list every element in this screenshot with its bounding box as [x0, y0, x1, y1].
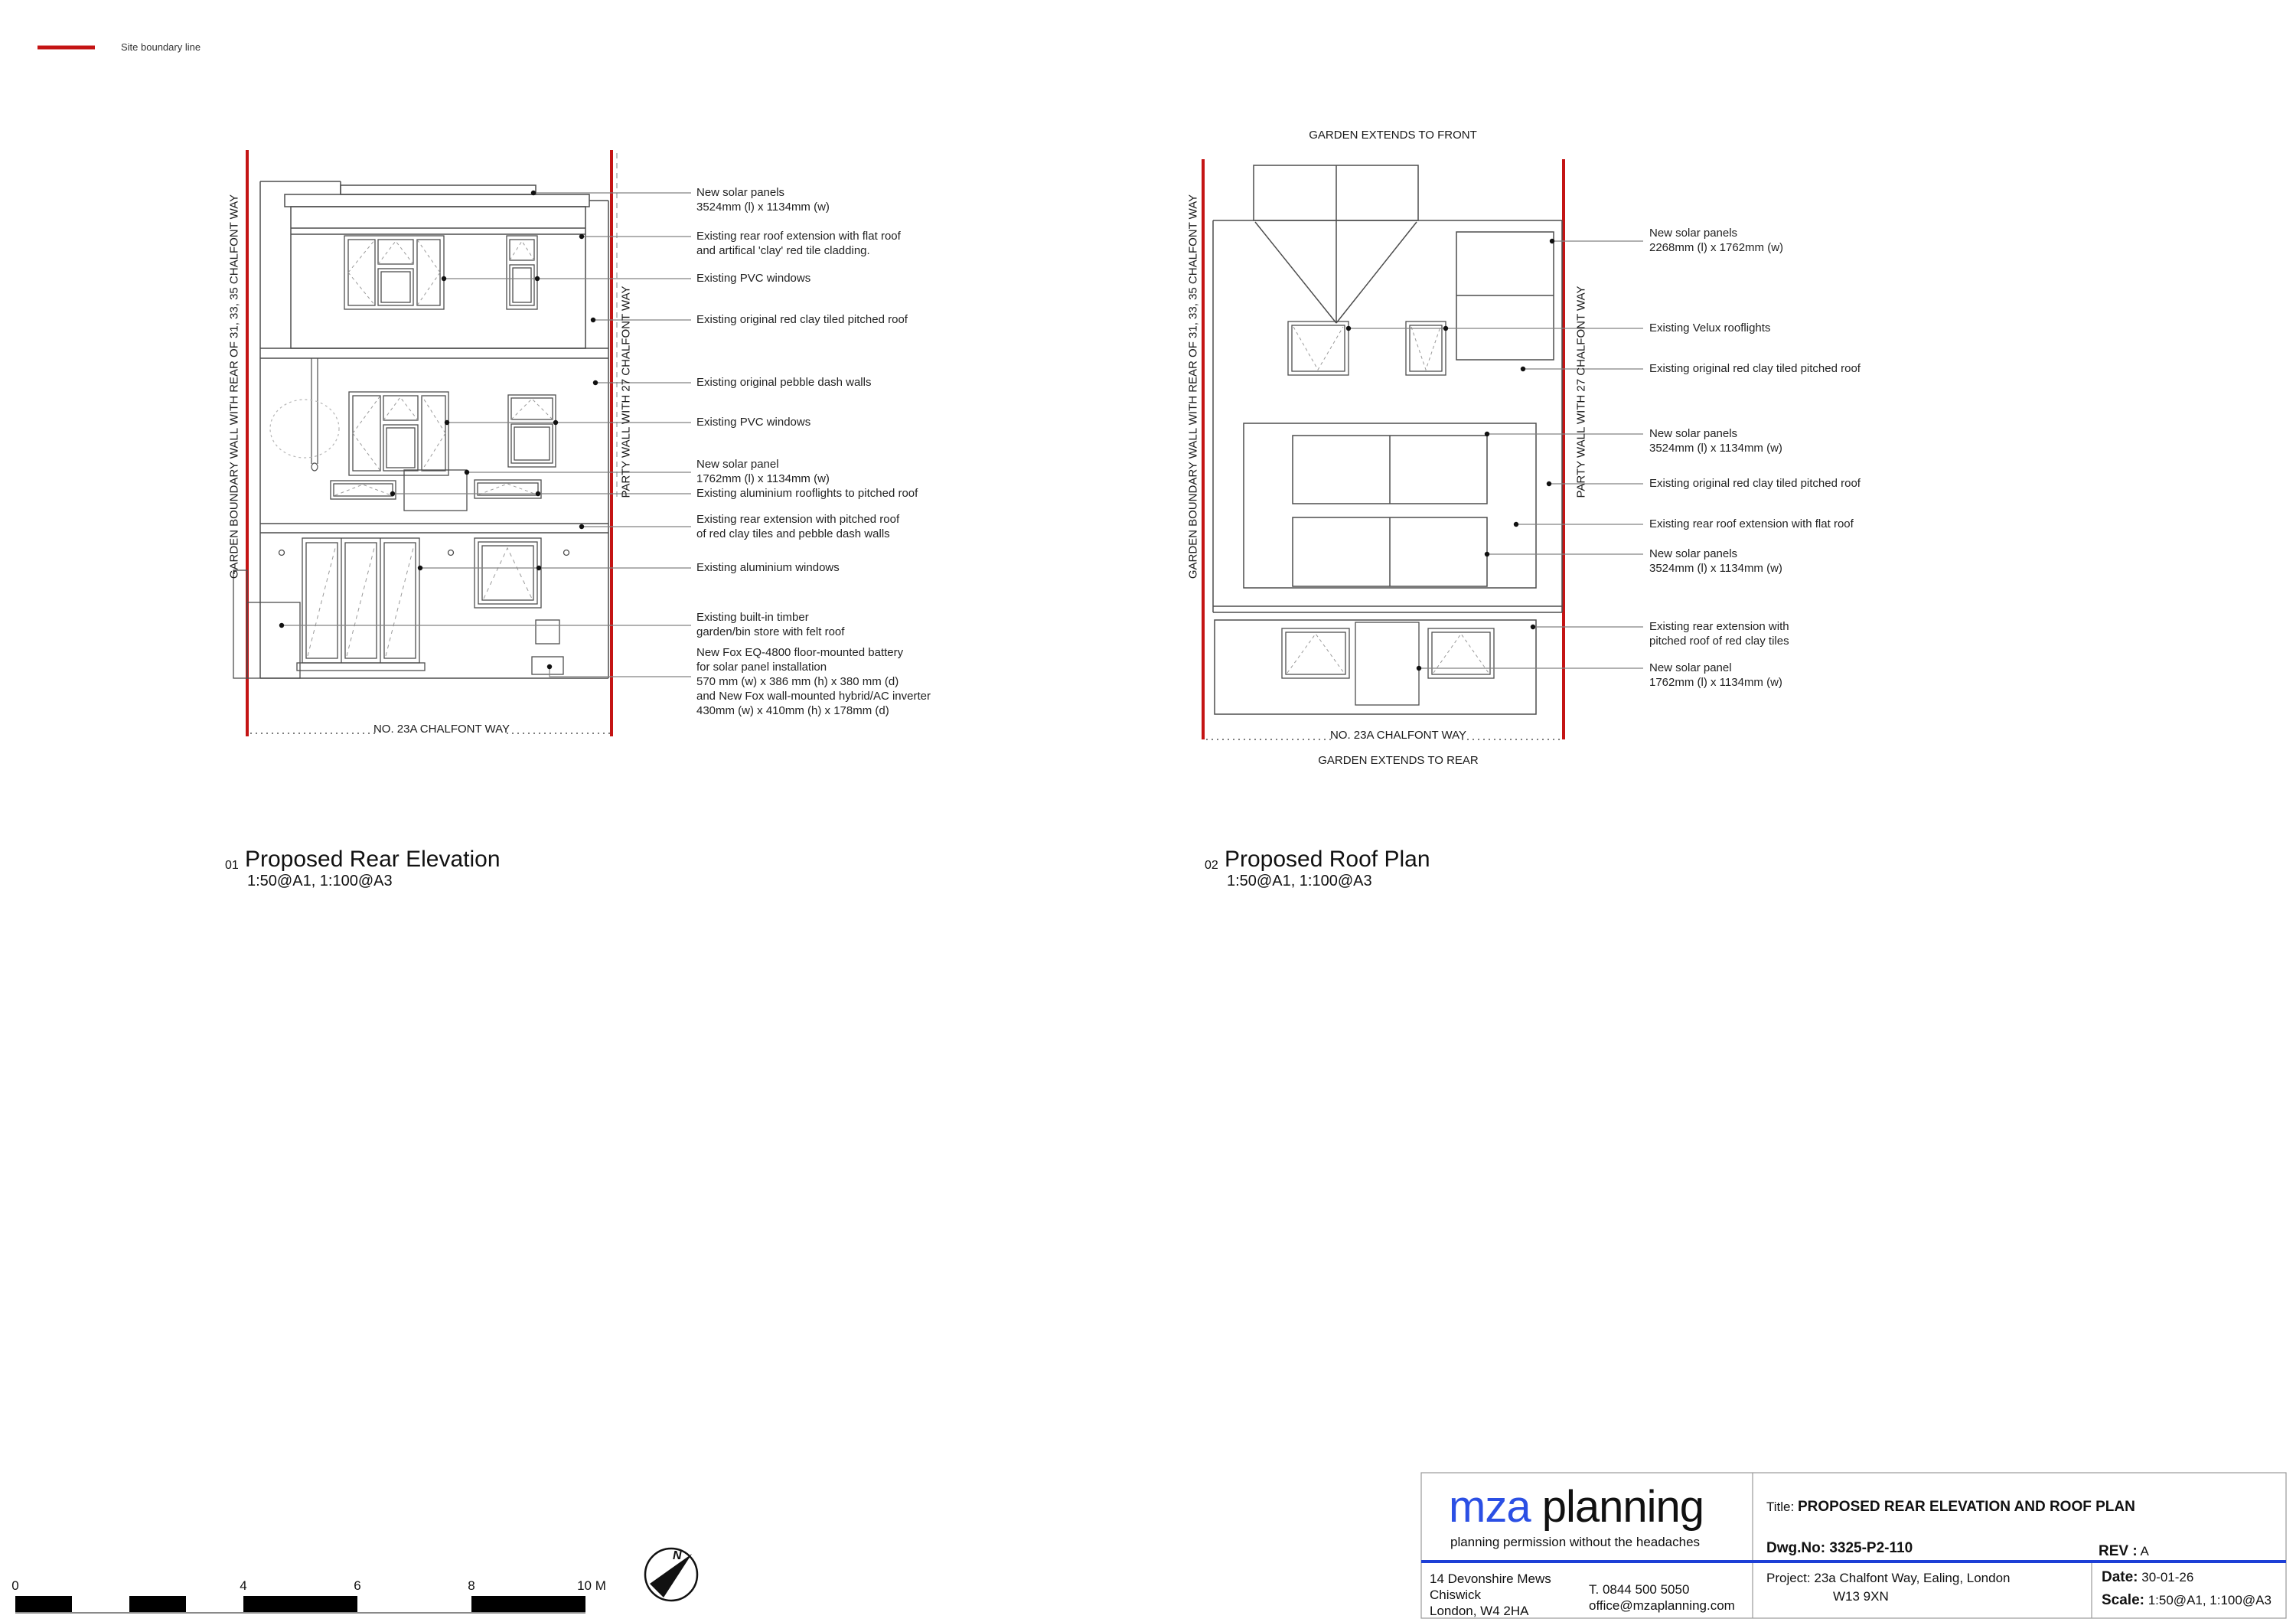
revision-row: REV : A [2099, 1543, 2149, 1559]
scale-bar-tick-label: 6 [354, 1578, 361, 1593]
company-contact [1589, 1581, 1735, 1614]
annotation-label: Existing rear roof extension with flat roof and artifical 'clay' red tile cladding. [696, 230, 901, 257]
logo-planning: planning [1541, 1482, 1704, 1532]
annotation-label: New solar panels 2268mm (l) x 1762mm (w) [1649, 227, 1784, 254]
annotation-label: New solar panels 3524mm (l) x 1134mm (w) [1649, 427, 1782, 455]
elevation-title: Proposed Rear Elevation [245, 847, 501, 872]
annotation-label: Existing PVC windows [696, 416, 811, 429]
project-line2: W13 9XN [1833, 1589, 1889, 1604]
elevation-number: 01 [225, 859, 239, 872]
elevation-right-wall-label: PARTY WALL WITH 27 CHALFONT WAY [619, 286, 633, 498]
roofplan-garden-front-label: GARDEN EXTENDS TO FRONT [1309, 129, 1477, 142]
roofplan-right-wall-label: PARTY WALL WITH 27 CHALFONT WAY [1574, 286, 1588, 498]
annotation-label: New solar panels 3524mm (l) x 1134mm (w) [1649, 547, 1782, 575]
annotation-label: Existing original pebble dash walls [696, 376, 872, 389]
date-value: 30-01-26 [2141, 1570, 2194, 1584]
annotation-label: Existing rear roof extension with flat roof [1649, 517, 1854, 530]
project-line1: 23a Chalfont Way, Ealing, London [1814, 1571, 2011, 1585]
drawing-number-row [1766, 1540, 1913, 1557]
sheet-title-row: Title: PROPOSED REAR ELEVATION AND ROOF PLAN [1766, 1499, 2135, 1515]
elevation-address-label: NO. 23A CHALFONT WAY [373, 723, 510, 736]
company-tagline: planning permission without the headaches [1450, 1535, 1701, 1549]
annotation-label: New solar panel 1762mm (l) x 1134mm (w) [696, 458, 830, 485]
date-row: Date: 30-01-26 [2102, 1569, 2194, 1585]
annotation-label: New Fox EQ-4800 floor-mounted battery for solar panel installation 570 mm (w) x 386 mm (h) x 380 mm (d) and New Fox wall-mounted hybrid/AC inverter 430mm (w) x 410mm (h) x 178mm (d) [696, 646, 931, 717]
roofplan-number: 02 [1205, 859, 1218, 872]
dwg-no: Dwg.No: 3325-P2-110 [1766, 1540, 1913, 1556]
annotation-label: Existing rear extension with pitched roof of red clay tiles and pebble dash walls [696, 513, 900, 540]
north-label: N [673, 1549, 682, 1562]
roofplan-left-wall-label: GARDEN BOUNDARY WALL WITH REAR OF 31, 33, 35 CHALFONT WAY [1186, 194, 1200, 579]
roofplan-scale: 1:50@A1, 1:100@A3 [1227, 873, 1372, 889]
annotation-label: Existing aluminium windows [696, 561, 840, 574]
sheet-title: PROPOSED REAR ELEVATION AND ROOF PLAN [1797, 1499, 2135, 1515]
annotation-label: Existing aluminium rooflights to pitched roof [696, 487, 918, 500]
project-row2 [1833, 1589, 1889, 1604]
scale-bar [15, 1596, 585, 1613]
scale-bar-tick-label: 8 [468, 1578, 475, 1593]
scale-bar-tick-label: 10 M [577, 1578, 606, 1593]
annotation-label: Existing built-in timber garden/bin store with felt roof [696, 611, 845, 638]
annotation-label: Existing original red clay tiled pitched roof [696, 313, 908, 326]
elevation-left-wall-label: GARDEN BOUNDARY WALL WITH REAR OF 31, 33, 35 CHALFONT WAY [227, 194, 241, 579]
scale-bar-tick-label: 4 [240, 1578, 247, 1593]
legend-label: Site boundary line [121, 41, 201, 53]
logo-mza: mza [1449, 1482, 1531, 1532]
roofplan-title: Proposed Roof Plan [1225, 847, 1430, 872]
company-logo [1449, 1481, 1704, 1532]
roofplan-address-label: NO. 23A CHALFONT WAY [1329, 729, 1467, 742]
annotation-label: Existing Velux rooflights [1649, 321, 1771, 335]
company-email: office@mzaplanning.com [1589, 1598, 1735, 1613]
scale-value: 1:50@A1, 1:100@A3 [2148, 1593, 2272, 1607]
revision-value: A [2140, 1544, 2149, 1558]
roofplan-garden-rear-label: GARDEN EXTENDS TO REAR [1318, 754, 1479, 767]
scale-bar-tick-label: 0 [11, 1578, 19, 1593]
annotation-label: New solar panels 3524mm (l) x 1134mm (w) [696, 186, 830, 214]
company-phone: T. 0844 500 5050 [1589, 1582, 1690, 1597]
annotation-label: Existing original red clay tiled pitched roof [1649, 477, 1861, 490]
elevation-scale: 1:50@A1, 1:100@A3 [247, 873, 393, 889]
company-address: 14 Devonshire Mews Chiswick London, W4 2HA [1430, 1571, 1551, 1618]
north-arrow-icon [645, 1549, 697, 1601]
annotation-label: Existing PVC windows [696, 272, 811, 285]
scale-row: Scale: 1:50@A1, 1:100@A3 [2102, 1592, 2272, 1608]
annotation-label: Existing rear extension with pitched roof of red clay tiles [1649, 620, 1789, 648]
annotation-label: Existing original red clay tiled pitched roof [1649, 362, 1861, 375]
project-row: Project: 23a Chalfont Way, Ealing, London [1766, 1571, 2011, 1585]
annotation-label: New solar panel 1762mm (l) x 1134mm (w) [1649, 661, 1782, 689]
